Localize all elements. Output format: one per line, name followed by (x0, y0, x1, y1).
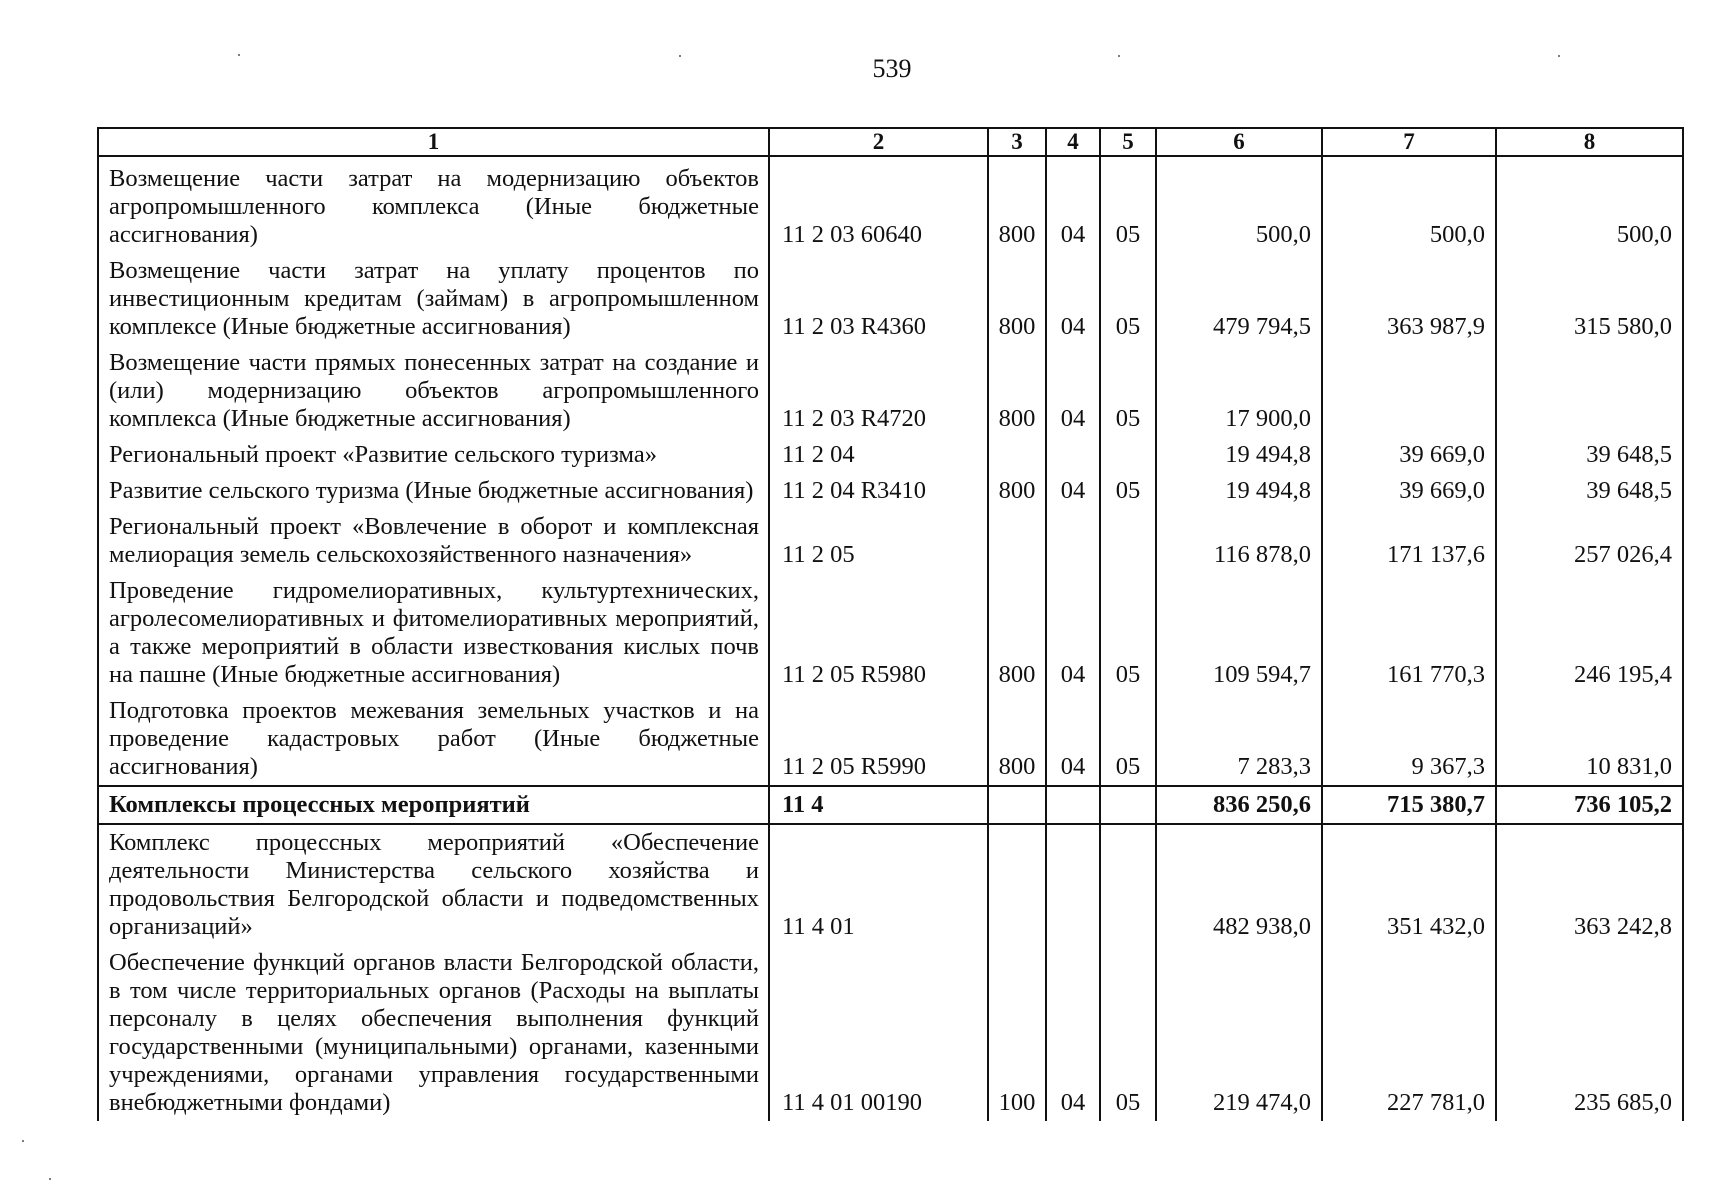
row-pr: 05 (1100, 156, 1156, 253)
row-value-3: 10 831,0 (1496, 693, 1683, 786)
row-value-1: 219 474,0 (1156, 945, 1322, 1121)
column-header-4: 4 (1046, 128, 1100, 156)
row-value-2: 227 781,0 (1322, 945, 1496, 1121)
table-row (98, 253, 1683, 345)
table-row (98, 945, 1683, 1121)
row-vr: 800 (988, 473, 1046, 509)
row-rz: 04 (1046, 693, 1100, 786)
column-header-7: 7 (1322, 128, 1496, 156)
row-name: Комплексы процессных мероприятий (98, 786, 769, 824)
row-name: Возмещение части затрат на уплату процентов по инвестиционным кредитам (займам) в агропромышленном комплексе (Иные бюджетные ассигнования) (98, 253, 769, 345)
row-pr: 05 (1100, 345, 1156, 437)
table-row (98, 824, 1683, 945)
scan-speck (22, 1140, 24, 1142)
row-name: Обеспечение функций органов власти Белгородской области, в том числе территориальных органов (Расходы на выплаты персоналу в целях обеспечения выполнения функций государственными (муниципальными) органами, казенными учреждениями, органами управления государственными внебюджетными фондами) (98, 945, 769, 1121)
column-header-6: 6 (1156, 128, 1322, 156)
row-name: Развитие сельского туризма (Иные бюджетные ассигнования) (98, 473, 769, 509)
row-vr: 800 (988, 253, 1046, 345)
row-rz: 04 (1046, 345, 1100, 437)
row-value-2: 171 137,6 (1322, 509, 1496, 573)
row-code: 11 4 (769, 786, 988, 824)
row-code: 11 2 05 (769, 509, 988, 573)
row-value-3: 363 242,8 (1496, 824, 1683, 945)
row-rz: 04 (1046, 253, 1100, 345)
row-code: 11 4 01 (769, 824, 988, 945)
row-pr: 05 (1100, 945, 1156, 1121)
row-value-1: 109 594,7 (1156, 573, 1322, 693)
budget-table (97, 127, 1684, 1121)
row-rz (1046, 509, 1100, 573)
table-row (98, 693, 1683, 786)
row-vr (988, 824, 1046, 945)
row-value-2: 39 669,0 (1322, 437, 1496, 473)
row-rz: 04 (1046, 945, 1100, 1121)
row-code: 11 2 03 R4720 (769, 345, 988, 437)
row-value-3: 736 105,2 (1496, 786, 1683, 824)
row-value-1: 482 938,0 (1156, 824, 1322, 945)
table-row (98, 573, 1683, 693)
table-header (98, 128, 1683, 156)
table-body (98, 156, 1683, 1121)
scan-speck (49, 1178, 51, 1180)
table-row (98, 156, 1683, 253)
row-name: Возмещение части затрат на модернизацию объектов агропромышленного комплекса (Иные бюджетные ассигнования) (98, 156, 769, 253)
row-value-2: 39 669,0 (1322, 473, 1496, 509)
row-code: 11 2 05 R5990 (769, 693, 988, 786)
scan-speck (1118, 55, 1120, 57)
header-row (98, 128, 1683, 156)
row-value-2: 9 367,3 (1322, 693, 1496, 786)
row-pr (1100, 824, 1156, 945)
page-number: 539 (872, 54, 912, 83)
row-value-3: 246 195,4 (1496, 573, 1683, 693)
row-value-3: 39 648,5 (1496, 473, 1683, 509)
row-value-3: 235 685,0 (1496, 945, 1683, 1121)
scan-speck (679, 55, 681, 57)
row-pr (1100, 786, 1156, 824)
row-rz (1046, 786, 1100, 824)
section-total-row (98, 786, 1683, 824)
column-header-3: 3 (988, 128, 1046, 156)
row-rz (1046, 824, 1100, 945)
row-vr: 800 (988, 693, 1046, 786)
row-pr (1100, 509, 1156, 573)
row-vr (988, 509, 1046, 573)
row-value-1: 19 494,8 (1156, 473, 1322, 509)
row-name: Комплекс процессных мероприятий «Обеспечение деятельности Министерства сельского хозяйства и продовольствия Белгородской области и подведомственных организаций» (98, 824, 769, 945)
row-value-1: 7 283,3 (1156, 693, 1322, 786)
row-value-3: 500,0 (1496, 156, 1683, 253)
row-pr: 05 (1100, 253, 1156, 345)
row-code: 11 2 04 (769, 437, 988, 473)
table-row (98, 509, 1683, 573)
row-value-2: 715 380,7 (1322, 786, 1496, 824)
row-name: Региональный проект «Вовлечение в оборот и комплексная мелиорация земель сельскохозяйственного назначения» (98, 509, 769, 573)
row-value-2: 363 987,9 (1322, 253, 1496, 345)
row-value-3 (1496, 345, 1683, 437)
row-value-2 (1322, 345, 1496, 437)
row-value-1: 116 878,0 (1156, 509, 1322, 573)
row-vr: 100 (988, 945, 1046, 1121)
column-header-5: 5 (1100, 128, 1156, 156)
row-value-1: 17 900,0 (1156, 345, 1322, 437)
row-code: 11 2 05 R5980 (769, 573, 988, 693)
row-vr (988, 437, 1046, 473)
scan-speck (238, 54, 240, 56)
row-rz: 04 (1046, 473, 1100, 509)
scan-speck (1558, 55, 1560, 57)
row-value-1: 479 794,5 (1156, 253, 1322, 345)
row-name: Проведение гидромелиоративных, культуртехнических, агролесомелиоративных и фитомелиоративных мероприятий, а также мероприятий в области известкования кислых почв на пашне (Иные бюджетные ассигнования) (98, 573, 769, 693)
row-code: 11 2 03 60640 (769, 156, 988, 253)
row-value-2: 500,0 (1322, 156, 1496, 253)
row-value-3: 315 580,0 (1496, 253, 1683, 345)
row-code: 11 4 01 00190 (769, 945, 988, 1121)
row-value-1: 836 250,6 (1156, 786, 1322, 824)
column-header-1: 1 (98, 128, 769, 156)
table-row (98, 437, 1683, 473)
table-row (98, 473, 1683, 509)
row-value-3: 39 648,5 (1496, 437, 1683, 473)
row-value-1: 500,0 (1156, 156, 1322, 253)
row-vr (988, 786, 1046, 824)
column-header-2: 2 (769, 128, 988, 156)
row-vr: 800 (988, 156, 1046, 253)
column-header-8: 8 (1496, 128, 1683, 156)
row-code: 11 2 04 R3410 (769, 473, 988, 509)
row-vr: 800 (988, 573, 1046, 693)
row-vr: 800 (988, 345, 1046, 437)
row-name: Подготовка проектов межевания земельных участков и на проведение кадастровых работ (Иные бюджетные ассигнования) (98, 693, 769, 786)
row-pr: 05 (1100, 473, 1156, 509)
row-pr (1100, 437, 1156, 473)
row-value-2: 161 770,3 (1322, 573, 1496, 693)
row-name: Региональный проект «Развитие сельского туризма» (98, 437, 769, 473)
row-value-1: 19 494,8 (1156, 437, 1322, 473)
row-value-2: 351 432,0 (1322, 824, 1496, 945)
row-code: 11 2 03 R4360 (769, 253, 988, 345)
row-value-3: 257 026,4 (1496, 509, 1683, 573)
row-pr: 05 (1100, 573, 1156, 693)
row-name: Возмещение части прямых понесенных затрат на создание и (или) модернизацию объектов агропромышленного комплекса (Иные бюджетные ассигнования) (98, 345, 769, 437)
row-rz: 04 (1046, 156, 1100, 253)
row-rz (1046, 437, 1100, 473)
row-pr: 05 (1100, 693, 1156, 786)
table-row (98, 345, 1683, 437)
row-rz: 04 (1046, 573, 1100, 693)
